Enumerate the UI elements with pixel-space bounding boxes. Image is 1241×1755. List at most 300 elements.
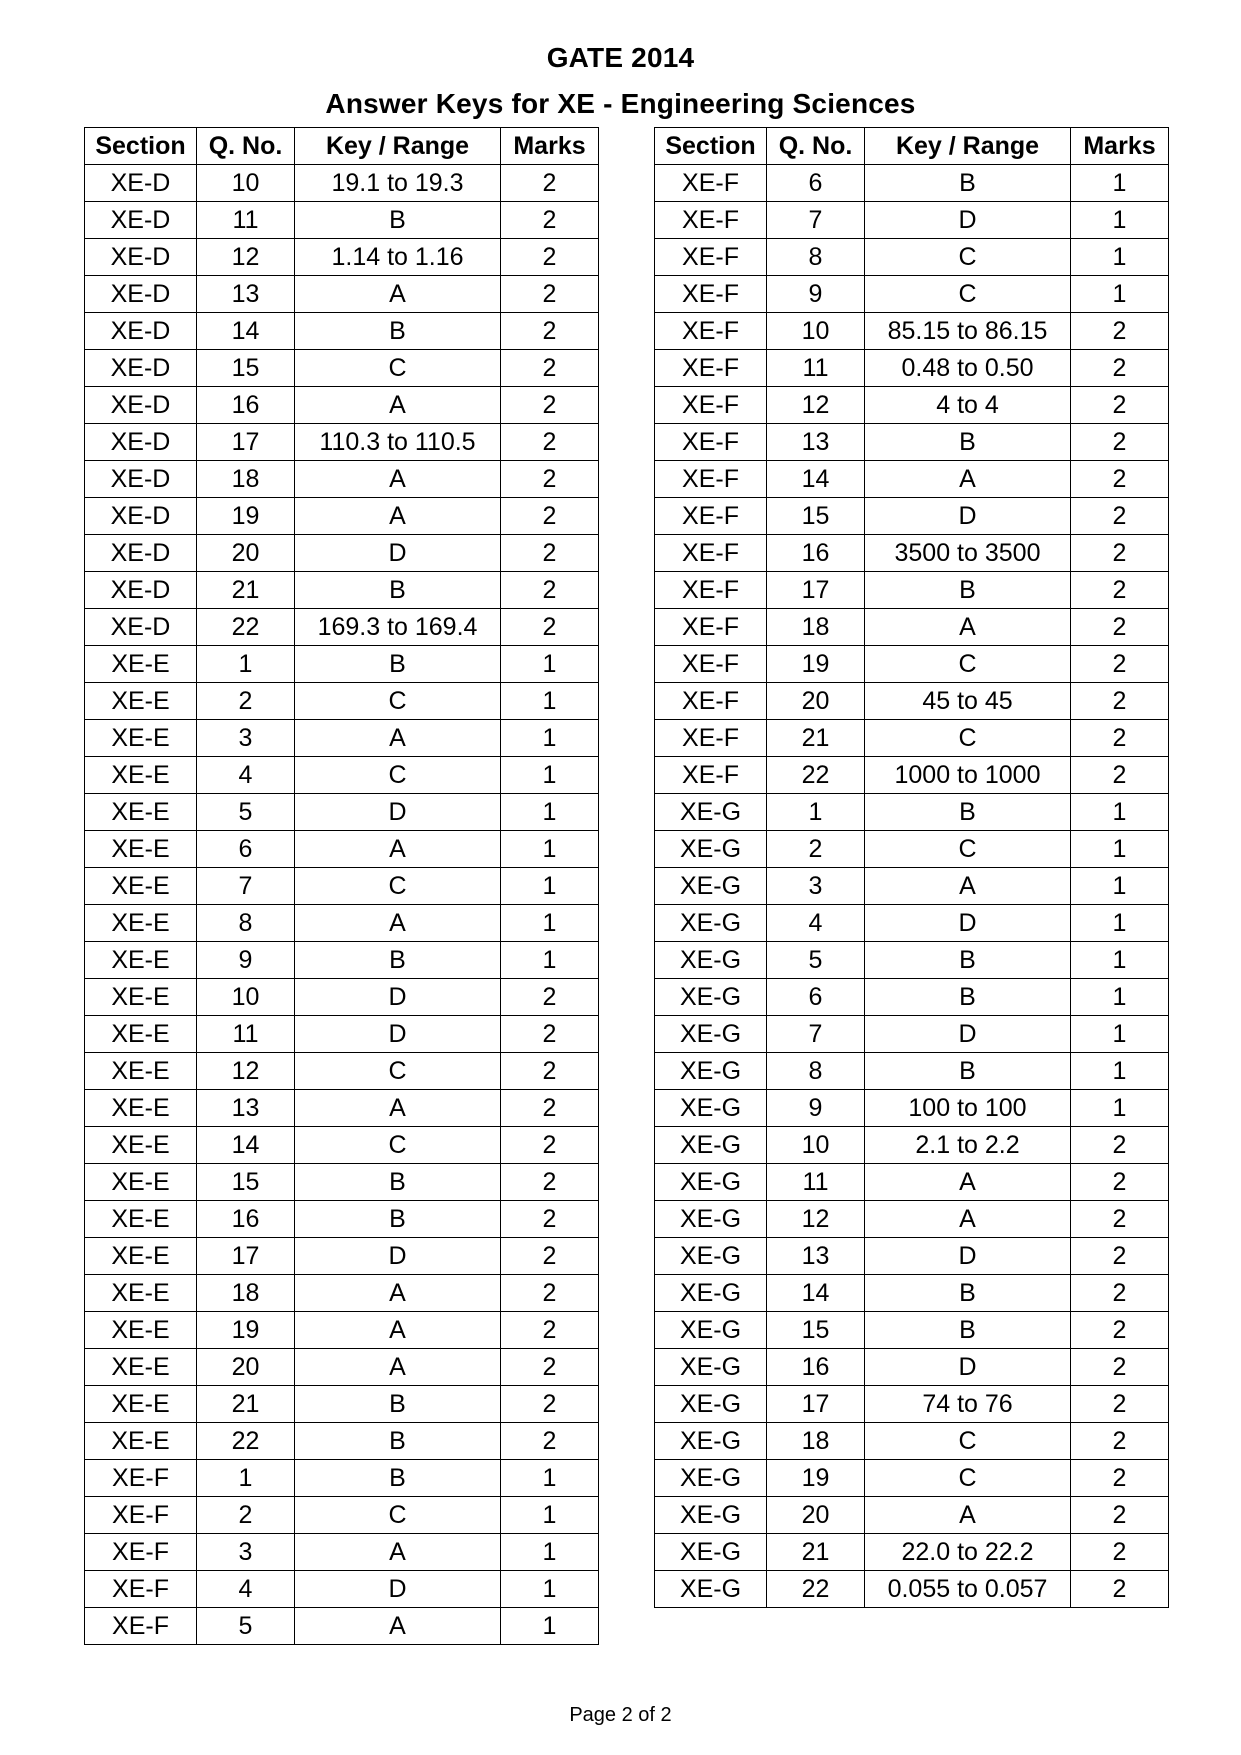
question-number-cell: 20 xyxy=(767,683,865,720)
section-cell: XE-G xyxy=(655,1497,767,1534)
question-number-cell: 5 xyxy=(767,942,865,979)
key-range-cell: D xyxy=(295,979,501,1016)
table-row xyxy=(655,572,1169,609)
section-cell: XE-D xyxy=(85,313,197,350)
marks-cell: 2 xyxy=(1071,387,1169,424)
column-header-section: Section xyxy=(85,128,197,165)
question-number-cell: 14 xyxy=(197,1127,295,1164)
section-cell: XE-G xyxy=(655,1090,767,1127)
section-cell: XE-F xyxy=(85,1534,197,1571)
question-number-cell: 15 xyxy=(767,1312,865,1349)
table-row xyxy=(655,942,1169,979)
question-number-cell: 12 xyxy=(197,239,295,276)
answer-key-rows-left xyxy=(85,165,599,1645)
table-row xyxy=(655,1016,1169,1053)
section-cell: XE-E xyxy=(85,868,197,905)
section-cell: XE-G xyxy=(655,1386,767,1423)
answer-key-rows-right xyxy=(655,165,1169,1608)
table-row xyxy=(85,1571,599,1608)
marks-cell: 1 xyxy=(1071,239,1169,276)
marks-cell: 1 xyxy=(501,1497,599,1534)
table-row xyxy=(85,720,599,757)
marks-cell: 2 xyxy=(501,1238,599,1275)
section-cell: XE-D xyxy=(85,387,197,424)
question-number-cell: 6 xyxy=(767,979,865,1016)
question-number-cell: 8 xyxy=(767,1053,865,1090)
table-row xyxy=(85,1016,599,1053)
key-range-cell: A xyxy=(295,1275,501,1312)
table-row xyxy=(655,1349,1169,1386)
marks-cell: 2 xyxy=(501,165,599,202)
marks-cell: 2 xyxy=(1071,350,1169,387)
table-row xyxy=(655,720,1169,757)
key-range-cell: D xyxy=(295,794,501,831)
key-range-cell: A xyxy=(865,868,1071,905)
marks-cell: 1 xyxy=(1071,202,1169,239)
marks-cell: 1 xyxy=(1071,831,1169,868)
table-row xyxy=(655,794,1169,831)
marks-cell: 1 xyxy=(1071,1090,1169,1127)
question-number-cell: 10 xyxy=(767,1127,865,1164)
marks-cell: 2 xyxy=(1071,1312,1169,1349)
question-number-cell: 14 xyxy=(767,1275,865,1312)
key-range-cell: D xyxy=(295,1571,501,1608)
table-row xyxy=(655,1386,1169,1423)
section-cell: XE-G xyxy=(655,831,767,868)
marks-cell: 1 xyxy=(501,757,599,794)
marks-cell: 2 xyxy=(1071,424,1169,461)
marks-cell: 1 xyxy=(501,646,599,683)
marks-cell: 1 xyxy=(1071,868,1169,905)
section-cell: XE-F xyxy=(655,609,767,646)
section-cell: XE-D xyxy=(85,535,197,572)
section-cell: XE-G xyxy=(655,1201,767,1238)
section-cell: XE-E xyxy=(85,757,197,794)
question-number-cell: 20 xyxy=(197,1349,295,1386)
table-row xyxy=(85,794,599,831)
key-range-cell: 74 to 76 xyxy=(865,1386,1071,1423)
question-number-cell: 17 xyxy=(197,424,295,461)
question-number-cell: 14 xyxy=(197,313,295,350)
question-number-cell: 18 xyxy=(197,1275,295,1312)
marks-cell: 2 xyxy=(1071,461,1169,498)
question-number-cell: 12 xyxy=(197,1053,295,1090)
marks-cell: 1 xyxy=(1071,1053,1169,1090)
question-number-cell: 22 xyxy=(197,609,295,646)
marks-cell: 2 xyxy=(501,979,599,1016)
key-range-cell: D xyxy=(865,498,1071,535)
key-range-cell: C xyxy=(295,868,501,905)
marks-cell: 1 xyxy=(1071,942,1169,979)
marks-cell: 2 xyxy=(1071,1201,1169,1238)
question-number-cell: 13 xyxy=(197,276,295,313)
table-row xyxy=(85,942,599,979)
question-number-cell: 2 xyxy=(767,831,865,868)
section-cell: XE-F xyxy=(85,1460,197,1497)
question-number-cell: 3 xyxy=(197,1534,295,1571)
question-number-cell: 18 xyxy=(767,1423,865,1460)
table-row xyxy=(85,1238,599,1275)
question-number-cell: 2 xyxy=(197,1497,295,1534)
marks-cell: 1 xyxy=(501,942,599,979)
table-row xyxy=(85,424,599,461)
table-row xyxy=(655,387,1169,424)
marks-cell: 2 xyxy=(501,1053,599,1090)
table-row xyxy=(85,350,599,387)
marks-cell: 2 xyxy=(1071,683,1169,720)
column-header-question-number: Q. No. xyxy=(767,128,865,165)
marks-cell: 2 xyxy=(1071,535,1169,572)
key-range-cell: B xyxy=(295,313,501,350)
marks-cell: 2 xyxy=(501,1275,599,1312)
table-header-row xyxy=(655,128,1169,165)
marks-cell: 1 xyxy=(501,1534,599,1571)
section-cell: XE-F xyxy=(655,572,767,609)
table-row xyxy=(85,1423,599,1460)
table-row xyxy=(85,1497,599,1534)
table-row xyxy=(655,1164,1169,1201)
table-row xyxy=(85,831,599,868)
question-number-cell: 7 xyxy=(197,868,295,905)
section-cell: XE-F xyxy=(655,683,767,720)
key-range-cell: D xyxy=(295,1016,501,1053)
key-range-cell: A xyxy=(865,1201,1071,1238)
section-cell: XE-E xyxy=(85,979,197,1016)
table-row xyxy=(85,646,599,683)
marks-cell: 2 xyxy=(1071,609,1169,646)
column-header-marks: Marks xyxy=(501,128,599,165)
question-number-cell: 21 xyxy=(197,572,295,609)
table-row xyxy=(655,1238,1169,1275)
key-range-cell: C xyxy=(295,1127,501,1164)
answer-key-table-right xyxy=(654,127,1169,1608)
marks-cell: 2 xyxy=(501,424,599,461)
key-range-cell: D xyxy=(865,1016,1071,1053)
marks-cell: 2 xyxy=(1071,720,1169,757)
key-range-cell: B xyxy=(295,1460,501,1497)
table-row xyxy=(655,1090,1169,1127)
section-cell: XE-G xyxy=(655,868,767,905)
table-row xyxy=(655,979,1169,1016)
table-row xyxy=(85,1090,599,1127)
table-row xyxy=(85,202,599,239)
key-range-cell: B xyxy=(295,1201,501,1238)
question-number-cell: 6 xyxy=(197,831,295,868)
section-cell: XE-F xyxy=(655,498,767,535)
table-row xyxy=(655,313,1169,350)
section-cell: XE-D xyxy=(85,572,197,609)
section-cell: XE-F xyxy=(655,313,767,350)
key-range-cell: A xyxy=(865,1164,1071,1201)
table-row xyxy=(655,165,1169,202)
table-row xyxy=(655,239,1169,276)
key-range-cell: 1.14 to 1.16 xyxy=(295,239,501,276)
key-range-cell: D xyxy=(865,1349,1071,1386)
question-number-cell: 3 xyxy=(767,868,865,905)
key-range-cell: 4 to 4 xyxy=(865,387,1071,424)
key-range-cell: D xyxy=(865,905,1071,942)
section-cell: XE-E xyxy=(85,1201,197,1238)
key-range-cell: 100 to 100 xyxy=(865,1090,1071,1127)
marks-cell: 1 xyxy=(501,683,599,720)
marks-cell: 2 xyxy=(501,461,599,498)
key-range-cell: 1000 to 1000 xyxy=(865,757,1071,794)
section-cell: XE-F xyxy=(85,1571,197,1608)
question-number-cell: 9 xyxy=(197,942,295,979)
table-row xyxy=(655,905,1169,942)
marks-cell: 1 xyxy=(501,794,599,831)
key-range-cell: A xyxy=(295,498,501,535)
question-number-cell: 16 xyxy=(767,535,865,572)
section-cell: XE-G xyxy=(655,794,767,831)
key-range-cell: C xyxy=(865,831,1071,868)
section-cell: XE-E xyxy=(85,1127,197,1164)
marks-cell: 2 xyxy=(501,1127,599,1164)
key-range-cell: D xyxy=(865,1238,1071,1275)
column-header-key-range: Key / Range xyxy=(865,128,1071,165)
marks-cell: 1 xyxy=(501,720,599,757)
key-range-cell: B xyxy=(295,942,501,979)
key-range-cell: D xyxy=(865,202,1071,239)
table-row xyxy=(655,1312,1169,1349)
key-range-cell: C xyxy=(295,1497,501,1534)
section-cell: XE-G xyxy=(655,1275,767,1312)
table-row xyxy=(655,1423,1169,1460)
key-range-cell: B xyxy=(865,794,1071,831)
key-range-cell: 22.0 to 22.2 xyxy=(865,1534,1071,1571)
question-number-cell: 11 xyxy=(767,350,865,387)
table-header-row xyxy=(85,128,599,165)
question-number-cell: 9 xyxy=(767,276,865,313)
table-row xyxy=(655,831,1169,868)
key-range-cell: C xyxy=(865,646,1071,683)
question-number-cell: 17 xyxy=(767,1386,865,1423)
marks-cell: 2 xyxy=(1071,1349,1169,1386)
table-row xyxy=(85,165,599,202)
question-number-cell: 20 xyxy=(197,535,295,572)
table-row xyxy=(655,1127,1169,1164)
question-number-cell: 7 xyxy=(767,202,865,239)
section-cell: XE-D xyxy=(85,276,197,313)
section-cell: XE-D xyxy=(85,498,197,535)
question-number-cell: 11 xyxy=(197,202,295,239)
question-number-cell: 22 xyxy=(767,1571,865,1608)
marks-cell: 1 xyxy=(1071,1016,1169,1053)
question-number-cell: 18 xyxy=(197,461,295,498)
key-range-cell: 0.48 to 0.50 xyxy=(865,350,1071,387)
question-number-cell: 3 xyxy=(197,720,295,757)
column-header-question-number: Q. No. xyxy=(197,128,295,165)
marks-cell: 2 xyxy=(501,1312,599,1349)
table-row xyxy=(655,424,1169,461)
key-range-cell: A xyxy=(295,905,501,942)
marks-cell: 2 xyxy=(1071,1460,1169,1497)
question-number-cell: 17 xyxy=(197,1238,295,1275)
section-cell: XE-D xyxy=(85,239,197,276)
section-cell: XE-F xyxy=(85,1497,197,1534)
column-header-section: Section xyxy=(655,128,767,165)
section-cell: XE-E xyxy=(85,1349,197,1386)
key-range-cell: A xyxy=(295,1534,501,1571)
key-range-cell: B xyxy=(865,1275,1071,1312)
table-row xyxy=(655,202,1169,239)
table-row xyxy=(85,276,599,313)
table-row xyxy=(655,683,1169,720)
marks-cell: 2 xyxy=(1071,1571,1169,1608)
key-range-cell: A xyxy=(295,1090,501,1127)
table-row xyxy=(85,572,599,609)
key-range-cell: B xyxy=(865,572,1071,609)
key-range-cell: C xyxy=(295,757,501,794)
key-range-cell: B xyxy=(865,979,1071,1016)
marks-cell: 2 xyxy=(501,1201,599,1238)
key-range-cell: B xyxy=(295,646,501,683)
section-cell: XE-E xyxy=(85,683,197,720)
key-range-cell: 45 to 45 xyxy=(865,683,1071,720)
section-cell: XE-E xyxy=(85,646,197,683)
marks-cell: 1 xyxy=(501,905,599,942)
question-number-cell: 13 xyxy=(767,424,865,461)
section-cell: XE-G xyxy=(655,905,767,942)
table-row xyxy=(85,535,599,572)
key-range-cell: A xyxy=(295,831,501,868)
key-range-cell: A xyxy=(865,1497,1071,1534)
question-number-cell: 12 xyxy=(767,1201,865,1238)
marks-cell: 2 xyxy=(501,239,599,276)
section-cell: XE-E xyxy=(85,720,197,757)
section-cell: XE-F xyxy=(655,202,767,239)
key-range-cell: A xyxy=(295,461,501,498)
section-cell: XE-D xyxy=(85,424,197,461)
key-range-cell: B xyxy=(865,942,1071,979)
key-range-cell: 85.15 to 86.15 xyxy=(865,313,1071,350)
marks-cell: 1 xyxy=(1071,276,1169,313)
table-row xyxy=(85,1608,599,1645)
table-row xyxy=(655,1497,1169,1534)
marks-cell: 2 xyxy=(501,1016,599,1053)
table-row xyxy=(655,1534,1169,1571)
marks-cell: 2 xyxy=(501,1423,599,1460)
column-header-key-range: Key / Range xyxy=(295,128,501,165)
key-range-cell: A xyxy=(295,276,501,313)
column-header-marks: Marks xyxy=(1071,128,1169,165)
section-cell: XE-E xyxy=(85,1275,197,1312)
section-cell: XE-D xyxy=(85,202,197,239)
question-number-cell: 21 xyxy=(767,720,865,757)
section-cell: XE-G xyxy=(655,1423,767,1460)
section-cell: XE-E xyxy=(85,1053,197,1090)
section-cell: XE-G xyxy=(655,1238,767,1275)
table-row xyxy=(655,868,1169,905)
key-range-cell: A xyxy=(295,1312,501,1349)
key-range-cell: C xyxy=(865,1423,1071,1460)
question-number-cell: 16 xyxy=(767,1349,865,1386)
question-number-cell: 16 xyxy=(197,1201,295,1238)
marks-cell: 2 xyxy=(501,609,599,646)
section-cell: XE-E xyxy=(85,1164,197,1201)
section-cell: XE-D xyxy=(85,350,197,387)
key-range-cell: C xyxy=(295,683,501,720)
key-range-cell: A xyxy=(295,1608,501,1645)
section-cell: XE-G xyxy=(655,1312,767,1349)
question-number-cell: 19 xyxy=(767,1460,865,1497)
question-number-cell: 14 xyxy=(767,461,865,498)
section-cell: XE-D xyxy=(85,165,197,202)
key-range-cell: A xyxy=(865,461,1071,498)
table-row xyxy=(655,757,1169,794)
key-range-cell: B xyxy=(865,1312,1071,1349)
section-cell: XE-G xyxy=(655,1460,767,1497)
section-cell: XE-G xyxy=(655,1164,767,1201)
table-row xyxy=(655,1460,1169,1497)
marks-cell: 1 xyxy=(501,868,599,905)
question-number-cell: 8 xyxy=(197,905,295,942)
section-cell: XE-E xyxy=(85,942,197,979)
table-row xyxy=(655,1201,1169,1238)
section-cell: XE-E xyxy=(85,831,197,868)
question-number-cell: 15 xyxy=(767,498,865,535)
question-number-cell: 16 xyxy=(197,387,295,424)
key-range-cell: 0.055 to 0.057 xyxy=(865,1571,1071,1608)
question-number-cell: 4 xyxy=(197,757,295,794)
table-row xyxy=(85,461,599,498)
table-row xyxy=(655,498,1169,535)
question-number-cell: 9 xyxy=(767,1090,865,1127)
question-number-cell: 6 xyxy=(767,165,865,202)
section-cell: XE-D xyxy=(85,461,197,498)
question-number-cell: 4 xyxy=(197,1571,295,1608)
marks-cell: 2 xyxy=(1071,757,1169,794)
table-row xyxy=(85,239,599,276)
marks-cell: 2 xyxy=(1071,1238,1169,1275)
marks-cell: 2 xyxy=(501,313,599,350)
question-number-cell: 15 xyxy=(197,1164,295,1201)
section-cell: XE-E xyxy=(85,1016,197,1053)
question-number-cell: 22 xyxy=(767,757,865,794)
section-cell: XE-F xyxy=(655,646,767,683)
section-cell: XE-G xyxy=(655,1053,767,1090)
marks-cell: 2 xyxy=(1071,1275,1169,1312)
key-range-cell: B xyxy=(295,1423,501,1460)
marks-cell: 2 xyxy=(1071,498,1169,535)
section-cell: XE-G xyxy=(655,1571,767,1608)
key-range-cell: D xyxy=(295,1238,501,1275)
table-row xyxy=(655,1571,1169,1608)
marks-cell: 2 xyxy=(501,572,599,609)
key-range-cell: B xyxy=(295,1164,501,1201)
marks-cell: 2 xyxy=(501,535,599,572)
marks-cell: 2 xyxy=(501,276,599,313)
section-cell: XE-F xyxy=(655,165,767,202)
section-cell: XE-F xyxy=(85,1608,197,1645)
marks-cell: 1 xyxy=(1071,165,1169,202)
question-number-cell: 11 xyxy=(767,1164,865,1201)
table-row xyxy=(655,535,1169,572)
table-row xyxy=(85,1201,599,1238)
key-range-cell: C xyxy=(865,239,1071,276)
marks-cell: 2 xyxy=(1071,572,1169,609)
key-range-cell: B xyxy=(865,165,1071,202)
section-cell: XE-F xyxy=(655,461,767,498)
table-row xyxy=(655,350,1169,387)
question-number-cell: 19 xyxy=(767,646,865,683)
key-range-cell: A xyxy=(865,609,1071,646)
section-cell: XE-G xyxy=(655,1349,767,1386)
question-number-cell: 5 xyxy=(197,1608,295,1645)
table-row xyxy=(655,609,1169,646)
section-cell: XE-G xyxy=(655,1534,767,1571)
table-row xyxy=(85,905,599,942)
